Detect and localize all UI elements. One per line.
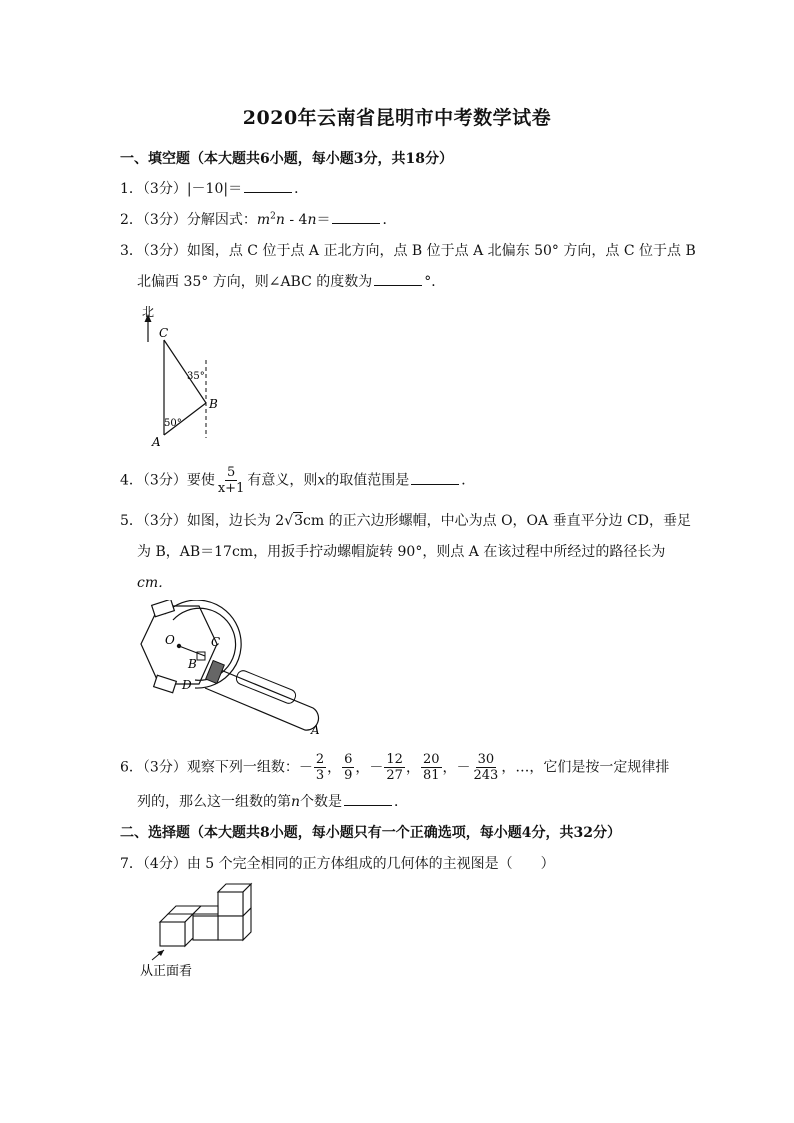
answer-blank — [344, 791, 392, 806]
question-text: |－10|＝ — [186, 181, 243, 197]
fraction-numerator: 30 — [477, 752, 495, 767]
question-4 — [120, 465, 475, 496]
angle-35-label: 35° — [187, 371, 205, 382]
angle-50-label: 50° — [164, 418, 182, 429]
point-c-label: C — [159, 326, 169, 340]
section-heading-multiple-choice: 二、选择题（本大题共8小题，每小题只有一个正确选项，每小题4分，共32分） — [120, 825, 621, 841]
question-score: （3分） — [142, 513, 187, 529]
question-number: 4． — [120, 472, 143, 489]
question-text: 如图，点 C 位于点 A 正北方向，点 B 位于点 A 北偏东 50° 方向，点 C 位于点 B — [186, 243, 696, 259]
wrench-head-inner — [173, 608, 236, 680]
question-text-end: ． — [394, 794, 409, 810]
question-score: （3分） — [142, 181, 187, 197]
operator: - 4 — [284, 212, 308, 228]
question-text: 分解因式： — [186, 212, 257, 228]
wrench-handle — [205, 666, 319, 730]
question-score: （3分） — [142, 472, 187, 489]
fraction — [342, 752, 354, 783]
question-number: 6． — [120, 759, 143, 776]
cube-front-face — [160, 922, 185, 946]
segment-ob — [179, 646, 205, 656]
question-text: 北偏西 35° 方向，则∠ABC 的度数为 — [137, 274, 373, 290]
sign: － — [298, 759, 313, 776]
question-1 — [120, 178, 308, 198]
sign: － — [369, 759, 384, 776]
question-number: 7． — [120, 856, 143, 872]
question-score: （3分） — [142, 759, 187, 776]
answer-blank — [374, 271, 422, 286]
fraction-numerator: 2 — [315, 752, 325, 767]
question-6 — [120, 752, 669, 783]
question-5-line-3 — [137, 572, 172, 592]
question-number: 3． — [120, 243, 143, 259]
fraction — [472, 752, 501, 783]
wrench-jaw-bottom — [154, 675, 177, 693]
wrench-jaw-top — [152, 600, 175, 617]
question-text: ，…，它们是按一定规律排 — [501, 759, 670, 776]
cube-front-face — [218, 916, 243, 940]
fraction-denominator: x+1 — [217, 481, 245, 496]
question-text: 个数是 — [300, 794, 343, 810]
var-n: n — [275, 212, 285, 228]
point-o-label: O — [165, 633, 175, 647]
question-7 — [120, 853, 555, 873]
handle-slot — [235, 669, 298, 705]
question-score: （3分） — [142, 212, 187, 228]
question-text-end: °． — [424, 274, 446, 290]
fraction-numerator: 6 — [344, 752, 353, 767]
question-number: 2． — [120, 212, 143, 228]
figure-wrench-hexagon — [135, 600, 330, 740]
fraction-numerator: 5 — [226, 465, 236, 480]
var-n: n — [291, 794, 301, 810]
question-3-line-2 — [137, 271, 445, 291]
question-text: 如图，边长为 2 — [186, 513, 285, 529]
fraction-denominator: 243 — [473, 768, 499, 783]
equals: ＝ — [316, 212, 331, 228]
fraction — [216, 465, 247, 496]
question-text: 为 B，AB＝17cm，用扳手拧动螺帽旋转 90°，则点 A 在该过程中所经过的路径长为 — [137, 544, 666, 560]
question-3 — [120, 240, 696, 260]
question-text: 由 5 个完全相同的正方体组成的几何体的主视图是（ ） — [186, 856, 555, 872]
fraction-numerator: 12 — [386, 752, 403, 767]
point-a-label: A — [152, 435, 161, 449]
question-5: 5．（3分）如图，边长为 2√3cm 的正六边形螺帽，中心为点 O，OA 垂直平分边 CD，垂足 — [120, 513, 691, 529]
question-text: 的取值范围是 — [325, 472, 410, 489]
question-score: （4分） — [142, 856, 187, 872]
question-text: cm． — [137, 575, 173, 591]
question-number: 1． — [120, 181, 143, 197]
question-text-end: ． — [382, 212, 397, 228]
question-number: 5． — [120, 513, 143, 529]
fraction-denominator: 9 — [344, 768, 353, 783]
point-d-label: D — [182, 678, 192, 692]
var-n: n — [307, 212, 317, 228]
fraction — [421, 752, 442, 783]
cube-front-face — [218, 892, 243, 916]
fraction-numerator: 20 — [422, 752, 440, 767]
answer-blank — [332, 209, 380, 224]
fraction — [384, 752, 405, 783]
answer-blank — [244, 178, 292, 193]
question-text-end: ． — [461, 472, 476, 489]
point-b-label: B — [209, 397, 218, 411]
fraction-denominator: 81 — [422, 768, 440, 783]
question-5-line-2 — [137, 541, 665, 561]
figure-direction-triangle — [130, 300, 240, 455]
north-label: 北 — [142, 305, 155, 319]
var-x: x — [317, 472, 326, 489]
sqrt-radicand: 3 — [294, 513, 304, 529]
sign: － — [456, 759, 471, 776]
question-text-end: ． — [294, 181, 309, 197]
question-score: （3分） — [142, 243, 187, 259]
point-a-label: A — [311, 723, 320, 737]
point-c-label: C — [211, 635, 221, 649]
question-6-line-2 — [137, 791, 408, 811]
fraction-denominator: 27 — [386, 768, 403, 783]
var-m: m — [256, 212, 271, 228]
page-title: 2020年云南省昆明市中考数学试卷 — [242, 107, 552, 129]
fraction-sequence: － $\frac{2}{3}$ ， $\frac{6}{9}$ ，－ $\frac{12}{27}$ ， $\frac{20}{81}$ ，－ $\frac{30}{243}$ — [298, 752, 499, 783]
exponent: 2 — [270, 211, 276, 222]
question-text: 观察下列一组数： — [186, 759, 299, 776]
section-heading-fill-blank: 一、填空题（本大题共6小题，每小题3分，共18分） — [120, 151, 453, 167]
question-text: 有意义，则 — [247, 472, 318, 489]
view-label: 从正面看 — [140, 964, 193, 979]
answer-blank — [411, 470, 459, 485]
point-b-label: B — [188, 657, 197, 671]
question-2 — [120, 209, 396, 229]
question-text: 要使 — [186, 472, 215, 489]
figure-cube-stack — [138, 878, 263, 983]
cube-front-face — [193, 916, 218, 940]
question-text: cm 的正六边形螺帽，中心为点 O，OA 垂直平分边 CD，垂足 — [303, 513, 691, 529]
question-text: 列的，那么这一组数的第 — [137, 794, 291, 810]
fraction — [314, 752, 326, 783]
fraction-denominator: 3 — [315, 768, 325, 783]
